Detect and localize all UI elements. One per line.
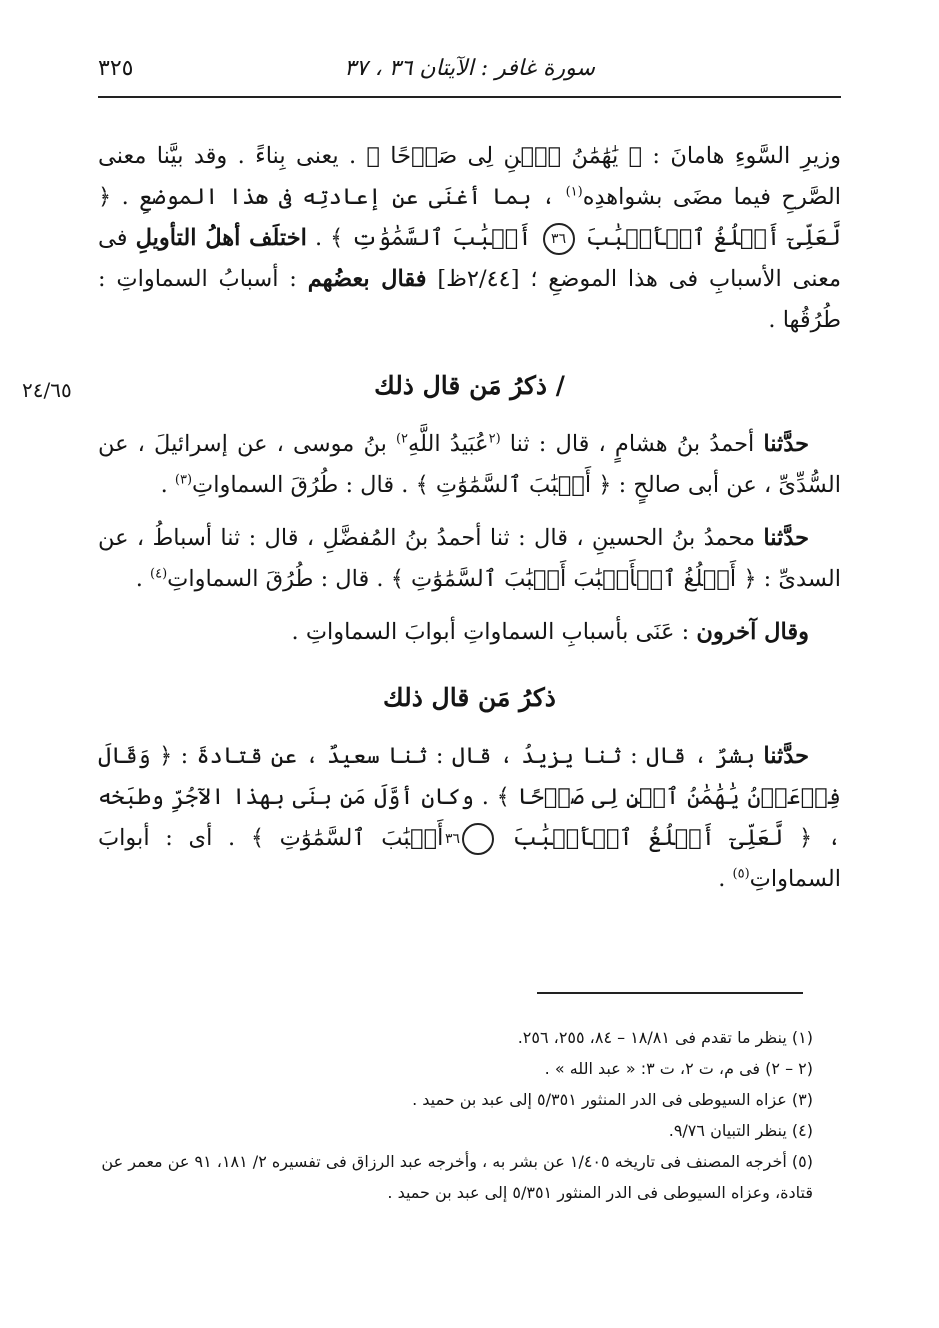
- main-text: [98, 136, 841, 900]
- footnote: (١) ينظر ما تقدم فى ١٨/٨١ – ٨٤، ٢٥٥، ٢٥٦.: [517, 1028, 813, 1047]
- ayah-number-mark: ٣٦: [462, 823, 494, 855]
- section-heading-1: / ذكرُ مَن قال ذلك: [374, 371, 565, 400]
- ayah-number-mark: ٣٦: [543, 223, 575, 255]
- footnote-ref: (٤): [150, 566, 168, 582]
- page-number: ٣٢٥: [98, 56, 134, 81]
- running-title: سورة غافر : الآيتان ٣٦ ، ٣٧: [344, 56, 595, 81]
- footnote: (٣) عزاه السيوطى فى الدر المنثور ٥/٣٥١ إلى عبد بن حميد .: [412, 1090, 813, 1109]
- paragraph-3: حدَّثنا محمدُ بنُ الحسينِ ، قال : ثنا أحمدُ بنُ المُفضَّلِ ، قال : ثنا أسباطُ ، عن السدىِّ : ﴿ أَبۡلُغُ ٱلۡأَسۡبَٰبَ أَسۡبَٰبَ ٱلسَّمَٰوَٰتِ ﴾ . قال : طُرُقَ السماواتِ$^{(٤)}$ .: [98, 525, 841, 592]
- footnote-ref: (٢: [488, 431, 501, 447]
- paragraph-5: حدَّثنا بشرٌ ، قال : ثنا يزيدُ ، قال : ثنا سعيدٌ ، عن قتادةَ : ﴿ وَقَالَ فِرۡعَوۡنُ يَٰهَٰمَٰنُ ٱبۡنِ لِى صَرۡحًا ﴾ . وكان أوَّلَ مَن بنَى بهذا الآجُرِّ وطبَخه ، ﴿ لَّعَلِّىٓ أَبۡلُغُ ٱلۡأَسۡبَٰبَ ٣٦ أَسۡبَٰبَ ٱلسَّمَٰوَٰتِ ﴾ . أى : أبوابَ السماواتِ$^{(٥)}$ .: [98, 743, 841, 892]
- footnote: (٤) ينظر التبيان ٩/٧٦.: [668, 1121, 813, 1140]
- footnote-ref: ٢): [395, 431, 409, 447]
- margin-note: ٢٤/٦٥: [22, 378, 72, 402]
- running-head: [98, 52, 841, 98]
- footnote-separator: [537, 992, 803, 994]
- paragraph-2: حدَّثنا أحمدُ بنُ هشامٍ ، قال : ثنا $^{(٢}$عُبَيدُ اللَّهِ$^{٢)}$ بنُ موسى ، عن إسرائيلَ ، عن السُّدِّىِّ ، عن أبى صالحٍ : ﴿ أَسۡبَٰبَ ٱلسَّمَٰوَٰتِ ﴾ . قال : طُرُقَ السماواتِ$^{(٣)}$ .: [98, 431, 841, 498]
- footnote-ref: (١): [565, 184, 583, 200]
- footnote: (٥) أخرجه المصنف فى تاريخه ١/٤٠٥ عن بشر به ، وأخرجه عبد الرزاق فى تفسيره ٢/ ١٨١، ٩١ عن معمر عن قتادة، وعزاه السيوطى فى الدر المنثور ٥/٣٥١ إلى عبد بن حميد .: [101, 1152, 813, 1202]
- paragraph-4: وقال آخرون : عَنَى بأسبابِ السماواتِ أبوابَ السماواتِ .: [291, 619, 809, 645]
- section-heading-2: ذكرُ مَن قال ذلك: [383, 683, 556, 712]
- footnote-ref: (٥): [732, 866, 750, 882]
- footnote-ref: (٣): [174, 472, 193, 488]
- paragraph-1: وزيرِ السَّوءِ هامانَ : ﴿ يَٰهَٰمَٰنُ ٱبۡنِ لِى صَرۡحًا ﴾ . يعنى بِناءً . وقد بيَّنا معنى الصَّرحِ فيما مضَى بشواهدِه$^{(١)}$ ، بما أغنَى عن إعادتِه فى هذا الموضعِ . ﴿ لَّعَلِّىٓ أَبۡلُغُ ٱلۡأَسۡبَٰبَ ٣٦ أَسۡبَٰبَ ٱلسَّمَٰوَٰتِ ﴾ . اختلَف أهلُ التأويلِ فى معنى الأسبابِ فى هذا الموضعِ ؛ [٢/٤٤ظ] فقال بعضُهم : أسبابُ السماواتِ : طُرُقُها .: [98, 143, 842, 333]
- footnote: (٢ – ٢) فى م، ت ٢، ت ٣: « عبد الله » .: [544, 1059, 813, 1078]
- footnotes: [98, 1022, 813, 1208]
